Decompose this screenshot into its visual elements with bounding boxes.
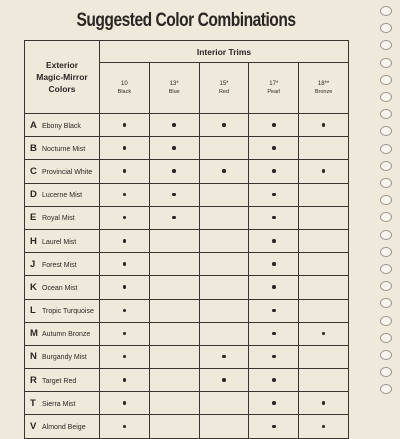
- trim-column-header: [100, 63, 150, 114]
- combination-cell: [199, 415, 249, 438]
- binder-hole-icon: [380, 109, 392, 119]
- color-name: Lucerne Mist: [42, 192, 83, 200]
- combination-cell: [199, 369, 249, 392]
- table-row: [25, 345, 349, 368]
- binder-hole-icon: [380, 333, 392, 343]
- binder-hole-icon: [380, 144, 392, 154]
- exterior-color-cell: [25, 253, 100, 276]
- combination-cell: [299, 299, 349, 322]
- combination-cell: [249, 415, 299, 438]
- binder-hole-icon: [380, 230, 392, 240]
- combination-cell: [149, 229, 199, 252]
- combination-cell: [100, 114, 150, 137]
- color-code-letter: R: [30, 374, 37, 386]
- combination-cell: [249, 114, 299, 137]
- combination-cell: [299, 345, 349, 368]
- combination-cell: [149, 415, 199, 438]
- combination-cell: [299, 392, 349, 415]
- available-dot-icon: [123, 378, 127, 382]
- table-row: [25, 392, 349, 415]
- combination-cell: [100, 183, 150, 206]
- combination-cell: [199, 183, 249, 206]
- combination-cell: [199, 229, 249, 252]
- available-dot-icon: [272, 401, 276, 405]
- binder-hole-icon: [380, 264, 392, 274]
- table-row: [25, 114, 349, 137]
- combination-cell: [100, 137, 150, 160]
- combination-cell: [149, 253, 199, 276]
- binder-holes: [380, 0, 394, 400]
- available-dot-icon: [123, 285, 127, 289]
- available-dot-icon: [123, 355, 127, 359]
- table-row: [25, 415, 349, 438]
- available-dot-icon: [172, 146, 176, 150]
- exterior-header-line-1: Exterior: [45, 60, 79, 70]
- color-name: Burgandy Mist: [42, 354, 87, 362]
- color-code-letter: E: [30, 212, 37, 224]
- available-dot-icon: [123, 146, 127, 150]
- color-name: Nocturne Mist: [42, 145, 86, 153]
- color-name: Royal Mist: [42, 215, 75, 223]
- page-title: Suggested Color Combinations: [76, 10, 296, 31]
- color-code-letter: K: [30, 281, 37, 293]
- combination-cell: [149, 183, 199, 206]
- exterior-color-cell: [25, 114, 100, 137]
- combination-cell: [149, 322, 199, 345]
- trim-name: Bronze: [314, 89, 333, 95]
- combination-cell: [149, 276, 199, 299]
- combination-cell: [299, 415, 349, 438]
- table-row: [25, 299, 349, 322]
- combination-cell: [149, 345, 199, 368]
- combination-cell: [100, 392, 150, 415]
- binder-hole-icon: [380, 58, 392, 68]
- available-dot-icon: [272, 193, 276, 197]
- available-dot-icon: [123, 193, 127, 197]
- available-dot-icon: [222, 378, 226, 382]
- trim-column-header: [249, 63, 299, 114]
- exterior-color-cell: [25, 415, 100, 438]
- color-name: Almond Beige: [42, 424, 86, 432]
- available-dot-icon: [272, 355, 276, 359]
- combination-cell: [299, 160, 349, 183]
- trim-column-header: [149, 63, 199, 114]
- exterior-color-cell: [25, 160, 100, 183]
- combination-cell: [199, 114, 249, 137]
- binder-hole-icon: [380, 384, 392, 394]
- available-dot-icon: [272, 146, 276, 150]
- table-row: [25, 369, 349, 392]
- combination-cell: [100, 299, 150, 322]
- trim-name: Red: [218, 89, 230, 95]
- combination-cell: [299, 183, 349, 206]
- combination-cell: [199, 392, 249, 415]
- available-dot-icon: [272, 239, 276, 243]
- exterior-color-cell: [25, 392, 100, 415]
- color-name: Ocean Mist: [42, 284, 78, 292]
- combination-cell: [149, 206, 199, 229]
- table-row: [25, 229, 349, 252]
- combination-cell: [149, 299, 199, 322]
- exterior-header-line-3: Colors: [48, 84, 76, 94]
- available-dot-icon: [123, 401, 127, 405]
- exterior-color-cell: [25, 369, 100, 392]
- binder-hole-icon: [380, 23, 392, 33]
- combination-cell: [100, 345, 150, 368]
- available-dot-icon: [222, 169, 226, 173]
- interior-trims-header: Interior Trims: [100, 41, 349, 63]
- binder-hole-icon: [380, 6, 392, 16]
- combination-cell: [149, 137, 199, 160]
- binder-hole-icon: [380, 126, 392, 136]
- binder-hole-icon: [380, 367, 392, 377]
- trim-code: 17*: [269, 81, 279, 87]
- color-name: Provincial White: [42, 168, 93, 176]
- color-name: Ebony Black: [42, 122, 81, 130]
- exterior-color-cell: [25, 345, 100, 368]
- binder-hole-icon: [380, 247, 392, 257]
- available-dot-icon: [123, 216, 127, 220]
- combination-cell: [199, 299, 249, 322]
- combination-cell: [100, 229, 150, 252]
- combination-cell: [199, 322, 249, 345]
- available-dot-icon: [123, 123, 127, 127]
- available-dot-icon: [272, 216, 276, 220]
- available-dot-icon: [123, 332, 127, 336]
- combination-cell: [299, 114, 349, 137]
- binder-hole-icon: [380, 75, 392, 85]
- available-dot-icon: [272, 332, 276, 336]
- combination-cell: [100, 253, 150, 276]
- combination-cell: [249, 160, 299, 183]
- available-dot-icon: [322, 123, 326, 127]
- combination-cell: [249, 206, 299, 229]
- combination-cell: [199, 206, 249, 229]
- color-code-letter: J: [30, 258, 36, 270]
- color-code-letter: T: [30, 397, 36, 409]
- trim-name: Black: [117, 89, 132, 95]
- trim-column-header: [199, 63, 249, 114]
- color-code-letter: L: [30, 305, 36, 317]
- exterior-colors-header: [25, 41, 100, 114]
- color-name: Forest Mist: [42, 261, 77, 269]
- table-row: [25, 183, 349, 206]
- available-dot-icon: [272, 309, 276, 313]
- color-combination-table: [24, 40, 349, 439]
- trim-name: Blue: [168, 89, 180, 95]
- combination-cell: [199, 276, 249, 299]
- combination-cell: [299, 276, 349, 299]
- color-code-letter: M: [30, 328, 38, 340]
- combination-cell: [149, 392, 199, 415]
- combination-cell: [100, 369, 150, 392]
- combination-cell: [199, 137, 249, 160]
- combination-cell: [199, 253, 249, 276]
- combination-cell: [149, 160, 199, 183]
- exterior-header-line-2: Magic-Mirror: [36, 72, 88, 82]
- exterior-color-cell: [25, 276, 100, 299]
- binder-hole-icon: [380, 161, 392, 171]
- binder-hole-icon: [380, 40, 392, 50]
- available-dot-icon: [272, 123, 276, 127]
- trim-code: 15*: [219, 81, 229, 87]
- combination-cell: [249, 253, 299, 276]
- available-dot-icon: [172, 169, 176, 173]
- trim-name: Pearl: [267, 89, 281, 95]
- exterior-color-cell: [25, 137, 100, 160]
- exterior-color-cell: [25, 206, 100, 229]
- combination-cell: [199, 160, 249, 183]
- combination-cell: [299, 369, 349, 392]
- available-dot-icon: [322, 332, 326, 336]
- binder-hole-icon: [380, 212, 392, 222]
- color-code-letter: H: [30, 235, 37, 247]
- combination-cell: [100, 276, 150, 299]
- combination-cell: [149, 369, 199, 392]
- color-code-letter: N: [30, 351, 37, 363]
- table-row: [25, 206, 349, 229]
- combination-cell: [249, 229, 299, 252]
- combination-cell: [299, 137, 349, 160]
- trim-code: 13*: [169, 81, 179, 87]
- binder-hole-icon: [380, 195, 392, 205]
- available-dot-icon: [172, 193, 176, 197]
- combination-cell: [249, 183, 299, 206]
- color-name: Laurel Mist: [42, 238, 77, 246]
- combination-cell: [299, 253, 349, 276]
- trim-code: 18**: [317, 81, 330, 87]
- binder-hole-icon: [380, 178, 392, 188]
- available-dot-icon: [123, 239, 127, 243]
- color-code-letter: V: [30, 421, 37, 433]
- color-name: Sierra Mist: [42, 400, 76, 408]
- binder-hole-icon: [380, 316, 392, 326]
- available-dot-icon: [123, 425, 127, 429]
- combination-cell: [100, 415, 150, 438]
- binder-hole-icon: [380, 350, 392, 360]
- table-row: [25, 276, 349, 299]
- combination-cell: [299, 322, 349, 345]
- color-name: Tropic Turquoise: [42, 308, 94, 316]
- available-dot-icon: [172, 216, 176, 220]
- color-code-letter: A: [30, 119, 37, 131]
- available-dot-icon: [272, 169, 276, 173]
- table-row: [25, 322, 349, 345]
- combination-cell: [100, 206, 150, 229]
- binder-hole-icon: [380, 298, 392, 308]
- combination-cell: [249, 276, 299, 299]
- exterior-color-cell: [25, 229, 100, 252]
- available-dot-icon: [272, 425, 276, 429]
- table-row: [25, 137, 349, 160]
- combination-cell: [149, 114, 199, 137]
- available-dot-icon: [272, 285, 276, 289]
- available-dot-icon: [222, 123, 226, 127]
- available-dot-icon: [272, 378, 276, 382]
- available-dot-icon: [172, 123, 176, 127]
- color-name: Autumn Bronze: [42, 331, 91, 339]
- available-dot-icon: [123, 169, 127, 173]
- available-dot-icon: [123, 309, 127, 313]
- combination-cell: [249, 137, 299, 160]
- color-code-letter: D: [30, 189, 37, 201]
- available-dot-icon: [123, 262, 127, 266]
- exterior-color-cell: [25, 322, 100, 345]
- combination-cell: [249, 392, 299, 415]
- table-row: [25, 160, 349, 183]
- color-code-letter: B: [30, 142, 37, 154]
- trim-column-header: [299, 63, 349, 114]
- combination-cell: [249, 369, 299, 392]
- available-dot-icon: [222, 355, 226, 359]
- binder-hole-icon: [380, 92, 392, 102]
- binder-hole-icon: [380, 281, 392, 291]
- available-dot-icon: [322, 425, 326, 429]
- exterior-color-cell: [25, 299, 100, 322]
- combination-cell: [249, 299, 299, 322]
- exterior-color-cell: [25, 183, 100, 206]
- color-code-letter: C: [30, 165, 37, 177]
- combination-cell: [249, 345, 299, 368]
- available-dot-icon: [272, 262, 276, 266]
- available-dot-icon: [322, 401, 326, 405]
- combination-cell: [100, 322, 150, 345]
- combination-cell: [299, 229, 349, 252]
- color-name: Target Red: [42, 377, 77, 385]
- combination-cell: [249, 322, 299, 345]
- available-dot-icon: [322, 169, 326, 173]
- combination-cell: [299, 206, 349, 229]
- combination-cell: [199, 345, 249, 368]
- trim-code: 10: [121, 81, 128, 87]
- table-row: [25, 253, 349, 276]
- combination-cell: [100, 160, 150, 183]
